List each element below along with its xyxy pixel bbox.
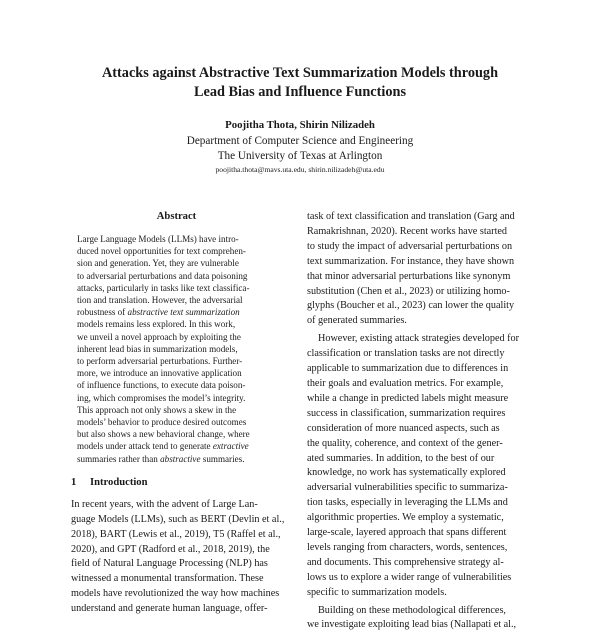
abstract-line: models remains less explored. In this work, <box>77 319 236 330</box>
abstract-line: models’ behavior to produce desired outcomes <box>77 417 247 428</box>
intro-text-right <box>307 210 537 633</box>
abstract-line-part: models under attack tend to generate <box>77 441 213 452</box>
body-line: that minor adversarial perturbations like synonym <box>307 270 511 282</box>
body-line: field of Natural Language Processing (NLP) has <box>71 558 268 570</box>
body-line: Building on these methodological differences, <box>318 604 506 616</box>
abstract-line-part: summaries. <box>200 453 245 464</box>
abstract-emphasis: extractive <box>212 441 249 452</box>
title-line: Attacks against Abstractive Text Summarization Models through <box>101 65 499 81</box>
section-title: Introduction <box>90 476 148 488</box>
authors: Poojitha Thota, Shirin Nilizadeh <box>225 119 375 131</box>
abstract-line: Large Language Models (LLMs) have intro- <box>77 234 239 244</box>
body-line: knowledge, no work has systematically explored <box>307 467 506 479</box>
body-line: while a change in predicted labels might measure <box>307 392 509 404</box>
body-line: their goals and evaluation metrics. For example, <box>307 377 504 389</box>
author-email: poojitha.thota@mavs.uta.edu, shirin.nilizadeh@uta.edu <box>215 165 385 174</box>
section-heading-introduction <box>71 476 282 490</box>
paper-title <box>0 64 600 102</box>
body-line: applicable to summarization due to differences in <box>307 363 509 375</box>
abstract-text <box>77 233 276 465</box>
intro-text-left <box>71 498 285 617</box>
abstract-line: attacks, particularly in tasks like text classifica- <box>77 282 250 293</box>
abstract-line <box>77 453 276 465</box>
right-column <box>307 210 537 633</box>
body-line: lows us to explore a wider range of vulnerabilities <box>307 571 512 583</box>
body-line: glyphs (Boucher et al., 2023) can lower the quality <box>307 300 515 312</box>
body-line: specific to summarization models. <box>307 586 447 598</box>
body-line: classification or translation tasks are not directly <box>307 348 505 360</box>
abstract-line: tion and translation. However, the adversarial <box>77 295 243 306</box>
abstract-line: sion and generation. Yet, they are vulnerable <box>77 258 239 269</box>
body-line: to study the impact of adversarial perturbations on <box>307 240 513 252</box>
affiliation-line: The University of Texas at Arlington <box>217 150 383 162</box>
body-line: 2018), BART (Lewis et al., 2019), T5 (Raffel et al., <box>71 528 281 540</box>
body-line: we investigate exploiting lead bias (Nallapati et al., <box>307 619 517 631</box>
abstract-line: This approach not only shows a skew in the <box>77 404 237 415</box>
abstract-line: duced novel opportunities for text comprehen- <box>77 246 246 257</box>
abstract-emphasis: abstractive text summarization <box>127 307 240 318</box>
body-line: substitution (Chen et al., 2023) or utilizing homo- <box>307 285 510 297</box>
body-line: tion tasks, especially in leveraging the LLMs and <box>307 497 508 509</box>
body-line: ated summaries. In addition, to the best of our <box>307 452 495 464</box>
body-line: success in classification, summarization requires <box>307 407 506 419</box>
body-line: models have revolutionized the way how machines <box>71 588 280 600</box>
affiliation <box>0 134 600 164</box>
abstract-line: to adversarial perturbations and data poisoning <box>77 270 248 281</box>
left-column <box>71 210 285 617</box>
section-number: 1 <box>71 476 77 488</box>
body-line: witnessed a monumental transformation. These <box>71 573 264 585</box>
abstract-line <box>77 306 276 318</box>
abstract-heading: Abstract <box>156 211 197 222</box>
body-line: task of text classification and translation (Garg and <box>307 211 515 222</box>
body-line: the quality, coherence, and context of the gener- <box>307 437 503 449</box>
body-line: text summarization. For instance, they have shown <box>307 255 515 267</box>
affiliation-line: Department of Computer Science and Engineering <box>186 135 414 147</box>
abstract-line: inherent lead bias in summarization models, <box>77 343 238 354</box>
body-line: of generated summaries. <box>307 315 407 327</box>
abstract-emphasis: abstractive <box>160 453 201 464</box>
body-line: guage Models (LLMs), such as BERT (Devlin et al., <box>71 513 285 525</box>
abstract-line: ing, which compromises the model’s integrity. <box>77 392 246 403</box>
abstract-line: we unveil a novel approach by exploiting the <box>77 331 241 342</box>
body-line: In recent years, with the advent of Large Lan- <box>71 498 258 510</box>
body-line: However, existing attack strategies developed for <box>318 333 520 345</box>
abstract-line: of influence functions, to execute data poison- <box>77 380 246 391</box>
body-line: and documents. This comprehensive strategy al- <box>307 556 504 568</box>
abstract-line: more, we introduce an innovative application <box>77 368 242 379</box>
body-line: Ramakrishnan, 2020). Recent works have started <box>307 225 508 237</box>
abstract-line: but also shows a new behavioral change, where <box>77 429 250 440</box>
body-line: levels ranging from characters, words, sentences, <box>307 541 508 553</box>
title-line: Lead Bias and Influence Functions <box>193 84 407 100</box>
body-line: understand and generate human language, offer- <box>71 603 268 615</box>
abstract-line-part: robustness of <box>77 307 128 318</box>
abstract-line <box>77 440 276 452</box>
body-line: consideration of more nuanced aspects, such as <box>307 422 500 434</box>
body-line: algorithmic properties. We employ a systematic, <box>307 512 504 524</box>
body-line: adversarial vulnerabilities specific to summariza- <box>307 482 508 494</box>
abstract-line-part: summaries rather than <box>77 453 161 464</box>
abstract-line: to perform adversarial perturbations. Further- <box>77 356 243 367</box>
body-line: 2020), and GPT (Radford et al., 2018, 2019), the <box>71 543 270 555</box>
body-line: large-scale, layered approach that spans different <box>307 527 507 539</box>
